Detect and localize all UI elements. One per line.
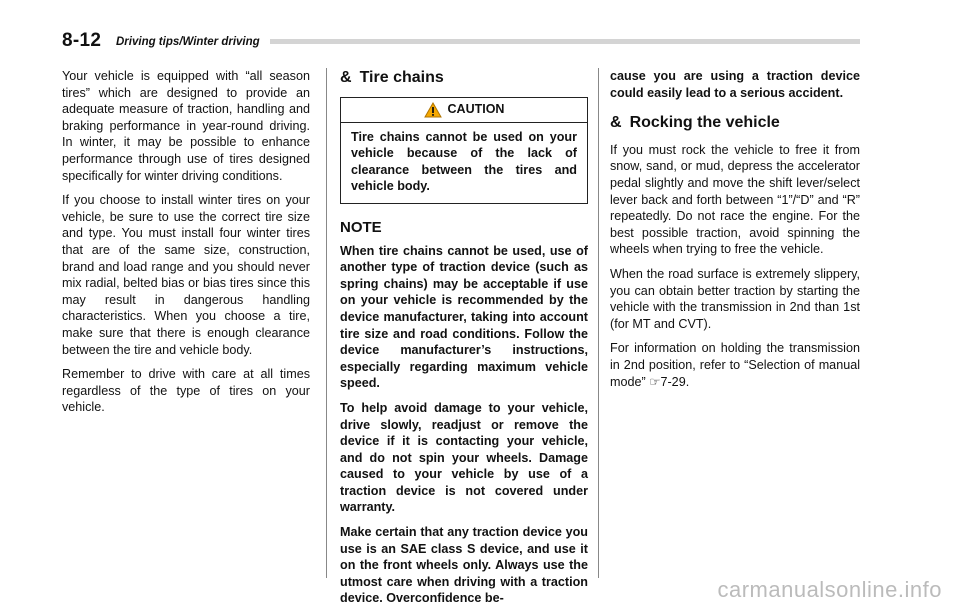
heading-marker: &: [610, 114, 622, 132]
column-divider: [326, 68, 327, 578]
column-right: [610, 68, 860, 398]
note-paragraph: To help avoid damage to your vehicle, drive slowly, readjust or remove the device if it is contacting your vehicle, and do not spin your wheels. Damage caused to your vehicle by use of a traction device is not covered under warranty.: [340, 400, 588, 515]
column-middle: [340, 68, 588, 615]
paragraph: If you must rock the vehicle to free it from snow, sand, or mud, depress the accelerator pedal slightly and move the shift lever/select lever back and forth between “1”/“D” and “R” repeatedly. Do not race the engine. For the best possible traction, avoid spinning the wheels when trying to free the vehicle.: [610, 142, 860, 257]
header-rule: [270, 39, 860, 44]
note-continuation: cause you are using a traction device could easily lead to a serious accident.: [610, 69, 860, 100]
section-heading-tire-chains: [340, 70, 588, 87]
column-left: [62, 68, 310, 424]
page-number: 8-12: [62, 30, 102, 51]
note-paragraph: When tire chains cannot be used, use of another type of traction device (such as spring chains) may be acceptable if use on your vehicle is recommended by the device manufacturer, taking into account tire size and road conditions. Follow the device manufacturer’s instructions, especially regarding maximum vehicle speed.: [340, 243, 588, 391]
section-heading-rocking: [610, 115, 860, 132]
page-header: [62, 30, 860, 52]
note-paragraph: Make certain that any traction device you use is an SAE class S device, and use it on the front wheels only. Always use the utmost care when driving with a traction device. Overconfidence be-: [340, 525, 588, 606]
watermark: carmanualsonline.info: [717, 577, 942, 602]
caution-label: CAUTION: [447, 102, 505, 117]
paragraph: For information on holding the transmission in 2nd position, refer to “Selection of manual mode” ☞7-29.: [610, 341, 860, 389]
warning-triangle-icon: [424, 102, 442, 118]
column-divider: [598, 68, 599, 578]
section-title: Driving tips/Winter driving: [116, 36, 260, 48]
paragraph: Your vehicle is equipped with “all season tires” which are designed to provide an adequate measure of traction, handling and braking performance in year-round driving. In winter, it may be possible to enhance performance through use of tires designed specifically for winter driving conditions.: [62, 69, 310, 183]
paragraph: Remember to drive with care at all times regardless of the type of tires on your vehicle.: [62, 367, 310, 415]
heading-marker: &: [340, 69, 352, 86]
caution-box: [340, 97, 588, 204]
heading-text: Rocking the vehicle: [629, 114, 780, 132]
paragraph: If you choose to install winter tires on your vehicle, be sure to use the correct tire size and type. You must install four winter tires that are of the same size, construction, brand and load range and you should never mix radial, belted bias or bias tires since this may result in dangerous handling characteristics. When you choose a tire, make sure that there is enough clearance between the tire and vehicle body.: [62, 193, 310, 357]
note-label: NOTE: [340, 218, 382, 236]
paragraph: When the road surface is extremely slippery, you can obtain better traction by starting the vehicle with the transmission in 2nd than 1st (for MT and CVT).: [610, 266, 860, 331]
caution-text: Tire chains cannot be used on your vehicle because of the lack of clearance between the tires and vehicle body.: [351, 129, 577, 194]
heading-text: Tire chains: [359, 69, 444, 86]
caution-header: [341, 98, 587, 123]
